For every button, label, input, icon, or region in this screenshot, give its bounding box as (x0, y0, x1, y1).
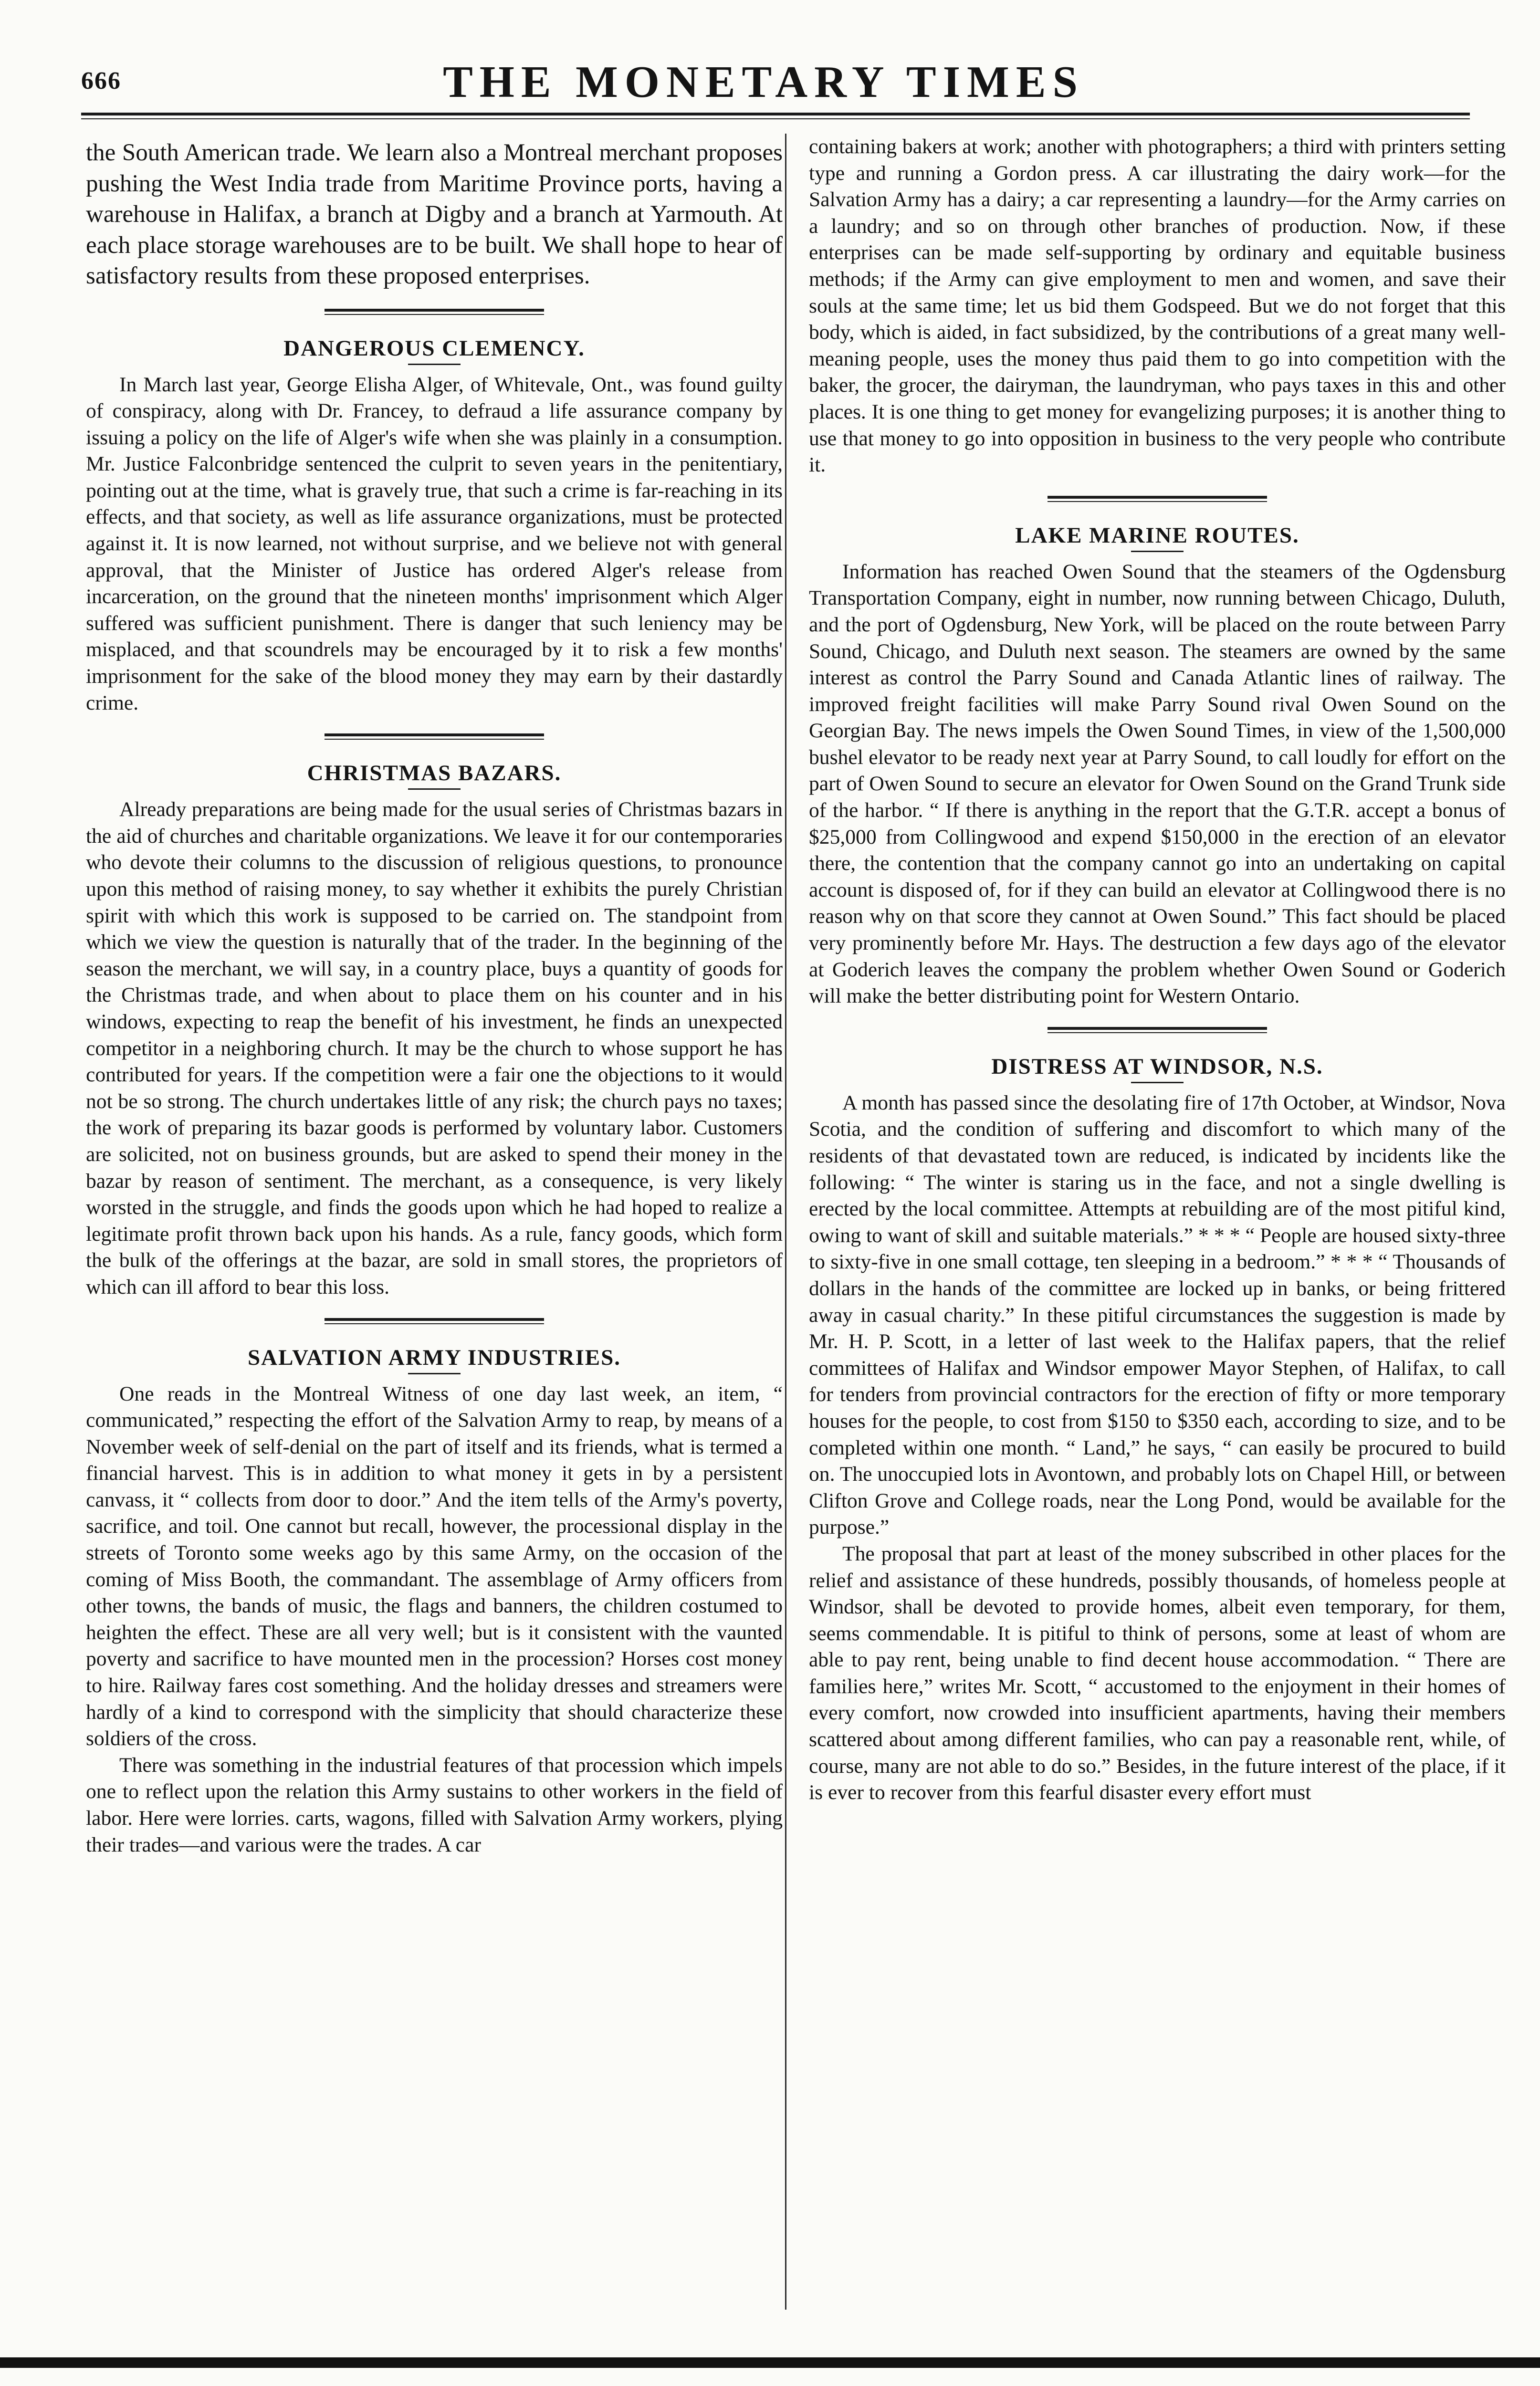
section-separator (325, 1318, 544, 1324)
title-rule (1131, 551, 1184, 552)
title-rule (1131, 1082, 1184, 1083)
article-paragraph: The proposal that part at least of the money subscribed in other places for the relief and assistance of these hundreds, possibly thousands, of homeless people at Windsor, shall be devoted to provide homes, albeit even temporary, for them, seems commendable. It is pitiful to think of persons, some at least of whom are able to pay rent, being unable to find decent house accommodation. “ There are families here,” writes Mr. Scott, “ accustomed to the enjoyment in their homes of every comfort, now crowded into insufficient apartments, having their members scattered about among different families, who can pay a reasonable rent, while, of course, many are not able to do so.” Besides, in the future interest of the place, if it is ever to recover from this fearful disaster every effort must (809, 1542, 1506, 1804)
section-title-lake-marine-routes: LAKE MARINE ROUTES. (1015, 523, 1299, 548)
title-rule (408, 788, 461, 790)
section-separator (325, 309, 544, 315)
section-separator (1048, 1027, 1267, 1033)
title-rule (408, 1373, 461, 1374)
right-column (809, 134, 1506, 2310)
continued-intro: the South American trade. We learn also a Montreal merchant proposes pushing the West India trade from Maritime Province ports, having a warehouse in Halifax, a branch at Digby and a branch at Yarmouth. At each place storage warehouses are to be built. We shall hope to hear of satisfactory results from these proposed enterprises. (86, 139, 783, 289)
article-paragraph: Already preparations are being made for the usual series of Christmas bazars in the aid of churches and charitable organizations. We leave it for our contemporaries who devote their columns to the discussion of religious questions, to pronounce upon this method of raising money, to say whether it exhibits the purely Christian spirit with which this work is supposed to be carried on. The standpoint from which we view the question is naturally that of the trader. In the beginning of the season the merchant, we will say, in a country place, buys a quantity of goods for the Christmas trade, and when about to place them on his counter and in his windows, expecting to reap the benefit of his investment, he finds an unexpected competitor in a neighboring church. It may be the church to whose support he has contributed for years. If the competition were a fair one the objections to it would not be so strong. The church undertakes little of any risk; the church pays no taxes; the work of preparing its bazar goods is performed by voluntary labor. Customers are solicited, not on business grounds, but are asked to spend their money in the bazar by reason of sentiment. The merchant, as a consequence, is very likely worsted in the struggle, and finds the goods upon which he had hoped to realize a legitimate profit thrown back upon his hands. As a rule, fancy goods, which form the bulk of the offerings at the bazar, are sold in small stores, the proprietors of which can ill afford to bear this loss. (86, 798, 783, 1298)
article-paragraph: There was something in the industrial features of that procession which impels one to reflect upon the relation this Army sustains to other workers in the field of labor. Here were lorries. carts, wagons, filled with Salvation Army workers, plying their trades—and various were the trades. A car (86, 1753, 783, 1856)
article-paragraph: Information has reached Owen Sound that the steamers of the Ogdensburg Transportation Company, eight in number, now running between Chicago, Duluth, and the port of Ogdensburg, New York, will be placed on the route between Parry Sound, Chicago, and Duluth next season. The steamers are owned by the same interest as control the Parry Sound and Canada Atlantic lines of railway. The improved freight facilities will make Parry Sound rival Owen Sound on the Georgian Bay. The news impels the Owen Sound Times, in view of the 1,500,000 bushel elevator to be ready next year at Parry Sound, to call loudly for effort on the part of Owen Sound to secure an elevator for Owen Sound on the Grand Trunk side of the harbor. “ If there is anything in the report that the G.T.R. accept a bonus of $25,000 from Collingwood and expend $150,000 in the erection of an elevator there, the contention that the company cannot go into an undertaking on capital account is disposed of, for if they can build an elevator at Collingwood there is no reason why on that score they cannot at Owen Sound.” This fact should be placed very prominently before Mr. Hays. The destruction a few days ago of the elevator at Goderich leaves the company the problem whether Owen Sound or Goderich will make the better distributing point for Western Ontario. (809, 560, 1506, 1008)
masthead-title: THE MONETARY TIMES (443, 57, 1084, 107)
section-title-salvation-army-industries: SALVATION ARMY INDUSTRIES. (247, 1345, 621, 1370)
section-separator (325, 733, 544, 740)
section-title-dangerous-clemency: DANGEROUS CLEMENCY. (283, 335, 585, 361)
article-paragraph: A month has passed since the desolating fire of 17th October, at Windsor, Nova Scotia, and the condition of suffering and discomfort to which many of the residents of that devastated town are reduced, is indicated by incidents like the following: “ The winter is staring us in the face, and not a single dwelling is erected by the local committee. Attempts at rebuilding are of the most pitiful kind, owing to want of skill and suitable materials.” * * * “ People are housed sixty-three to sixty-five in one small cottage, ten sleeping in a bedroom.” * * * “ Thousands of dollars in the hands of the committee are locked up in banks, or being frittered away in casual charity.” In these pitiful circumstances the suggestion is made by Mr. H. P. Scott, in a letter of last week to the Halifax papers, that the relief committees of Halifax and Windsor empower Mayor Stephen, of Halifax, to call for tenders from provincial contractors for the erection of fifty or more temporary houses for the people, to cost from $150 to $350 each, according to size, and to be completed within one month. “ Land,” he says, “ can easily be procured to build on. The unoccupied lots in Avontown, and probably lots on Chapel Hill, or between Clifton Grove and College roads, near the Long Pond, would be available for the purpose.” (809, 1091, 1506, 1539)
page-bottom-rule (0, 2357, 1540, 2368)
article-paragraph: In March last year, George Elisha Alger, of Whitevale, Ont., was found guilty of conspiracy, along with Dr. Francey, to defraud a life assurance company by issuing a policy on the life of Alger's wife when she was plainly in a consumption. Mr. Justice Falconbridge sentenced the culprit to seven years in the penitentiary, pointing out at the time, what is gravely true, that such a crime is far-reaching in its effects, and that society, as well as life assurance organizations, must be protected against it. It is now learned, not without surprise, and we believe not with general approval, that the Minister of Justice has ordered Alger's release from incarceration, on the ground that the nineteen months' imprisonment which Alger suffered was sufficient punishment. There is danger that such leniency may be misplaced, and that scoundrels may be encouraged by it to risk a few months' imprisonment for the sake of the blood money they may earn by their dastardly crime. (86, 373, 783, 714)
section-title-christmas-bazars: CHRISTMAS BAZARS. (307, 761, 562, 786)
section-separator (1048, 496, 1267, 502)
section-title-distress-at-windsor: DISTRESS AT WINDSOR, N.S. (991, 1054, 1323, 1079)
continued-paragraph: containing bakers at work; another with photographers; a third with printers setting type and running a Gordon press. A car illustrating the dairy work—for the Salvation Army has a dairy; a car representing a laundry—for the Army carries on a laundry; and so on through other branches of production. Now, if these enterprises can be made self-supporting by ordinary and equitable business methods; if the Army can give employment to men and women, and save their souls at the same time; let us bid them Godspeed. But we do not forget that this body, which is aided, in fact subsidized, by the contributions of a great many well-meaning people, uses the money thus paid them to go into competition with the baker, the grocer, the dairyman, the laundryman, who pays taxes in this and other places. It is one thing to get money for evangelizing purposes; it is another thing to use that money to go into opposition in business to the very people who contribute it. (809, 135, 1506, 477)
left-column (86, 134, 783, 2310)
page-number: 666 (81, 67, 121, 94)
masthead-rule (81, 113, 1470, 119)
title-rule (408, 364, 461, 365)
article-paragraph: One reads in the Montreal Witness of one day last week, an item, “ communicated,” respecting the effort of the Salvation Army to reap, by means of a November week of self-denial on the part of itself and its friends, what is termed a financial harvest. This is in addition to what money it gets in by a persistent canvass, it “ collects from door to door.” And the item tells of the Army's poverty, sacrifice, and toil. One cannot but recall, however, the processional display in the streets of Toronto some weeks ago by this same Army, on the occasion of the coming of Miss Booth, the commandant. The assemblage of Army officers from other towns, the bands of music, the flags and banners, the children costumed to heighten the effect. These are all very well; but is it consistent with the vaunted poverty and sacrifice to have mounted men in the procession? Horses cost money to hire. Railway fares cost something. And the holiday dresses and streamers were hardly of a kind to correspond with the simplicity that should characterize these soldiers of the cross. (86, 1382, 783, 1750)
column-divider (785, 134, 786, 2310)
